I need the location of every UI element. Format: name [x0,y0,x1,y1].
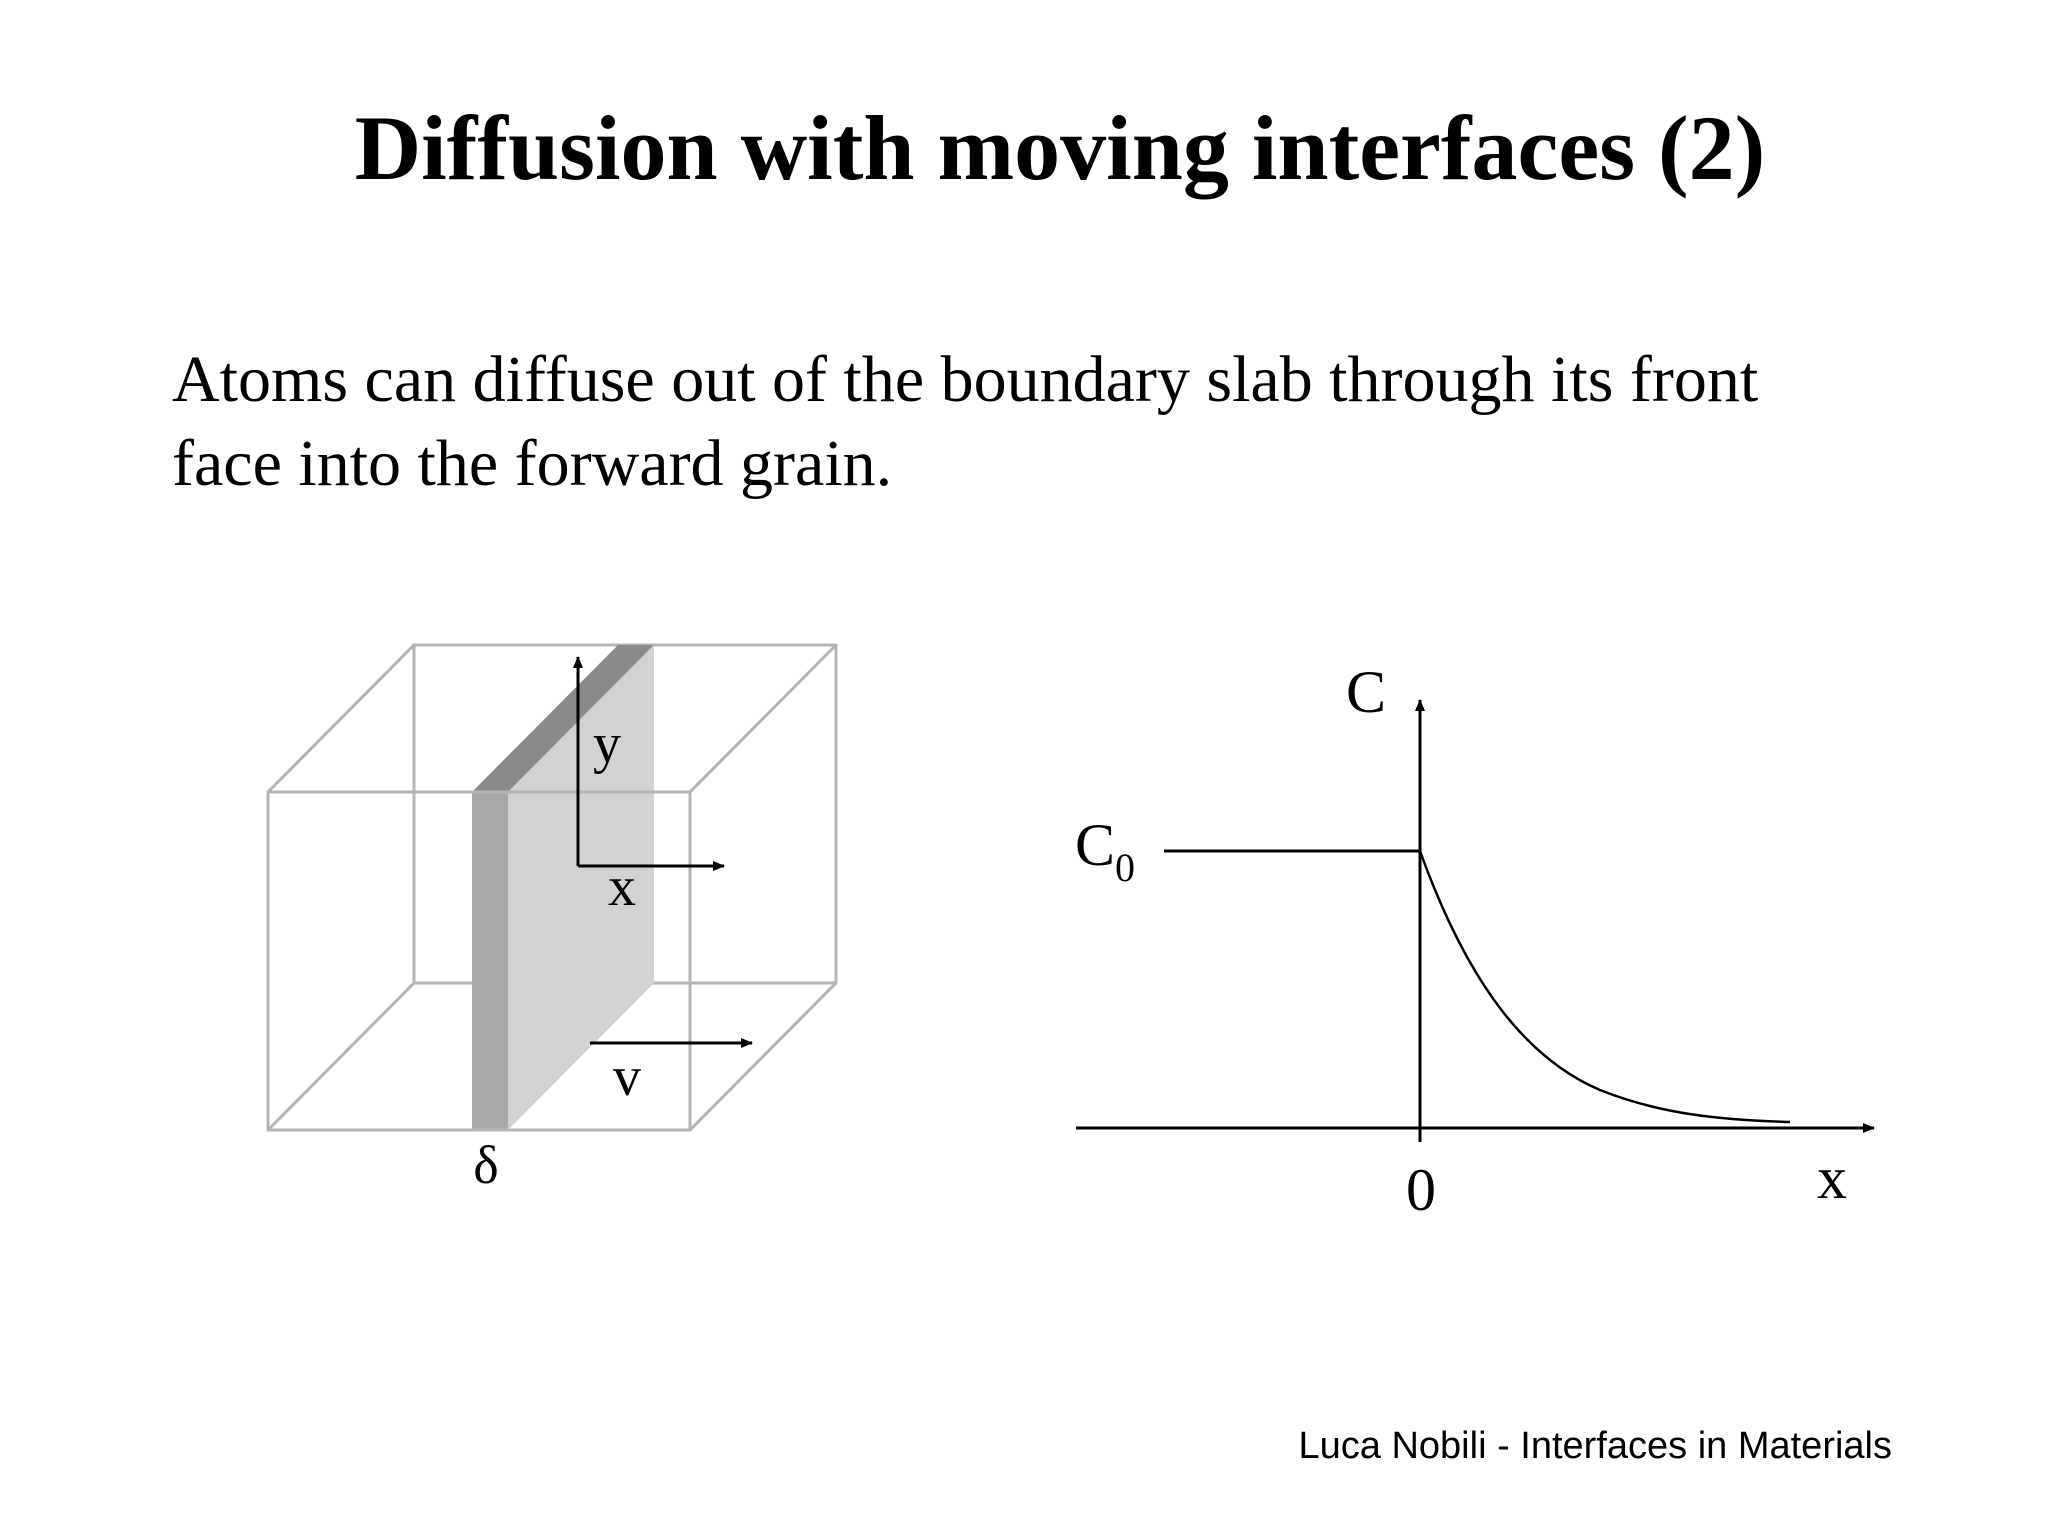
plot-label-c0-sub: 0 [1115,845,1136,890]
plot-label-c0-base: C [1075,812,1116,878]
cube-edge-bottom-left [268,983,414,1130]
cube-diagram [268,645,836,1195]
cube-label-y: y [593,713,621,775]
profile-plot [1075,659,1874,1223]
cube-label-x: x [608,856,636,918]
slab-side-face [472,792,508,1130]
body-line-2: face into the forward grain. [172,427,893,500]
cube-edge-bottom-right [690,983,836,1130]
footer-credit: Luca Nobili - Interfaces in Materials [1298,1425,1892,1467]
body-line-1: Atoms can diffuse out of the boundary slab through its front [172,343,1759,416]
plot-label-origin: 0 [1406,1157,1436,1223]
cube-edge-top-left [268,645,414,792]
slide-title: Diffusion with moving interfaces (2) [354,97,1766,199]
cube-label-v: v [613,1046,641,1108]
plot-label-x: x [1817,1145,1847,1211]
cube-edge-top-right [690,645,836,792]
plot-label-c: C [1345,659,1387,725]
cube-label-delta: δ [473,1135,499,1195]
concentration-curve [1420,851,1790,1122]
plot-label-c0 [1075,812,1135,890]
